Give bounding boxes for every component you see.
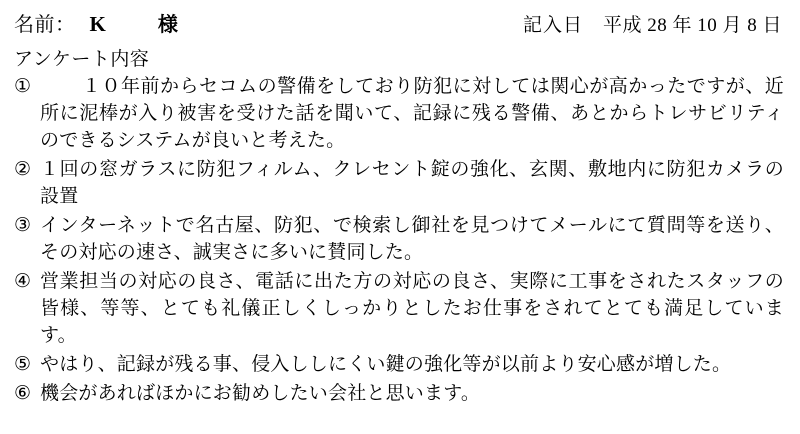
list-item-marker: ⑤	[14, 354, 32, 375]
list-item-marker: ②	[14, 159, 32, 180]
list-item	[14, 380, 784, 407]
answer-list	[0, 73, 800, 407]
date-field	[523, 10, 782, 37]
list-item	[14, 268, 784, 349]
date-value: 平成 28 年 10 月 8 日	[602, 15, 782, 36]
list-item-text: １０年前からセコムの警備をしており防犯に対しては関心が高かったですが、近所に泥棒が入り被害を受けた話を聞いて、記録に残る警備、あとからトレサビリティのできるシステムが良いと考えた。	[40, 76, 784, 151]
list-item-text: やはり、記録が残る事、侵入ししにくい鍵の強化等が以前より安心感が増した。	[40, 354, 732, 375]
list-item	[14, 351, 784, 378]
name-label: 名前：	[14, 14, 76, 36]
list-item-marker: ③	[14, 215, 32, 236]
date-label: 記入日	[522, 15, 583, 36]
name-field	[14, 8, 178, 37]
list-item	[14, 73, 784, 154]
list-item-marker: ④	[14, 271, 32, 292]
list-item-text: インターネットで名古屋、防犯、で検索し御社を見つけてメールにて質問等を送り、その対応の速さ、誠実さに多いに賛同した。	[40, 215, 784, 263]
list-item-marker: ⑥	[14, 383, 32, 404]
list-item-text: １回の窓ガラスに防犯フィルム、クレセント錠の強化、玄関、敷地内に防犯カメラの設置	[40, 159, 784, 207]
list-item-text: 機会があればほかにお勧めしたい会社と思います。	[40, 383, 481, 404]
list-item-text: 営業担当の対応の良さ、電話に出た方の対応の良さ、実際に工事をされたスタッフの皆様、等等、とても礼儀正しくしっかりとしたお仕事をされてとても満足しています。	[40, 271, 784, 346]
name-honorific: 様	[157, 14, 178, 36]
list-item	[14, 212, 784, 266]
list-item	[14, 156, 784, 210]
list-item-marker: ①	[14, 76, 32, 97]
document-header	[0, 0, 800, 37]
name-value: K	[89, 12, 106, 36]
section-title: アンケート内容	[14, 49, 150, 70]
